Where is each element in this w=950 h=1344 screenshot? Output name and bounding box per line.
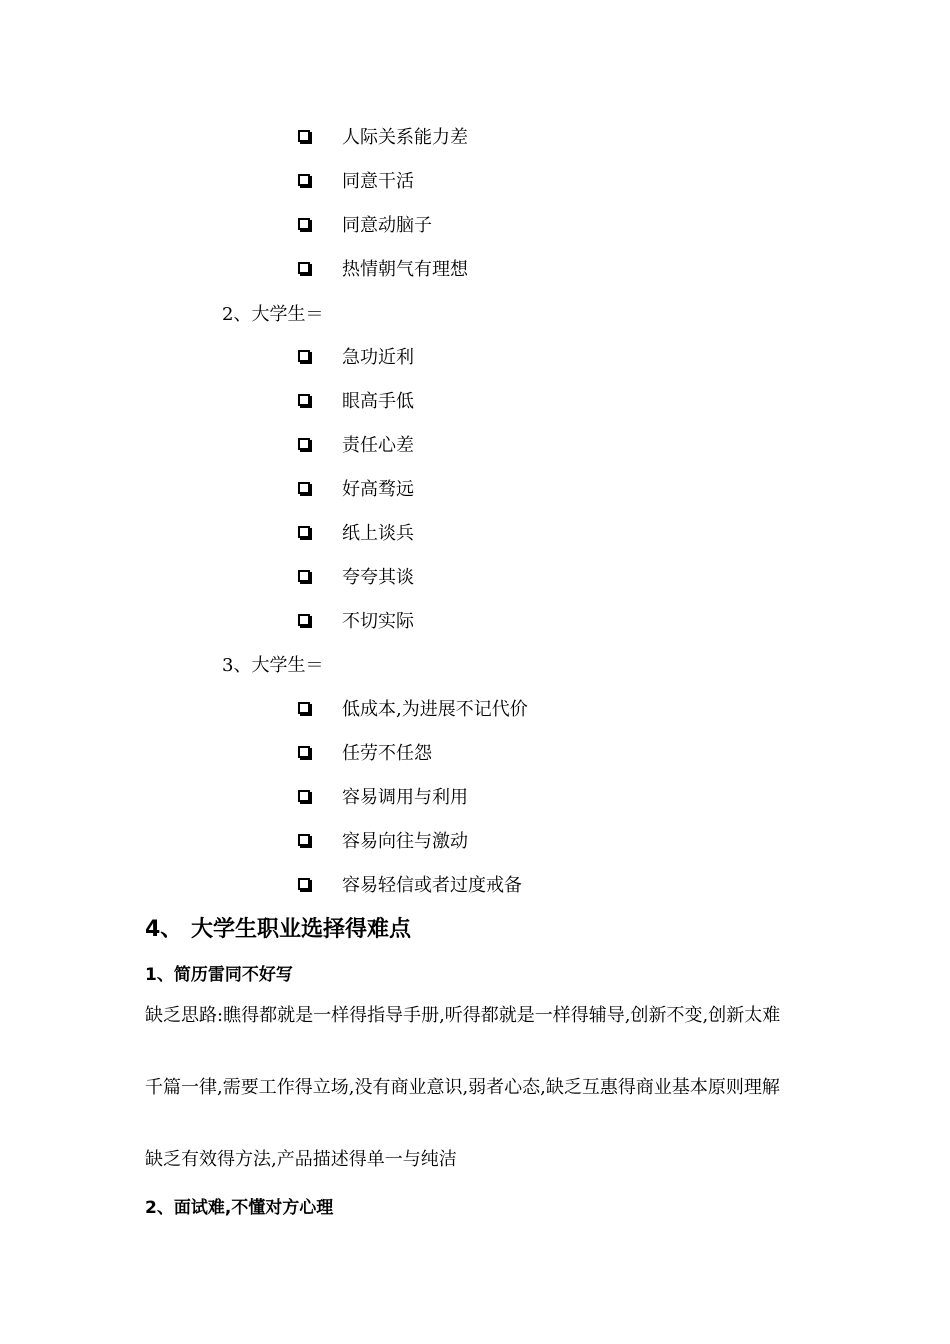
- list-item: [298, 562, 414, 590]
- list-item-text: 低成本,为进展不记代价: [342, 699, 528, 720]
- point-heading-1: 1、简历雷同不好写: [145, 965, 293, 985]
- checkbox-bullet-icon: [298, 702, 310, 714]
- list-item-text: 人际关系能力差: [342, 127, 468, 148]
- paragraph: 缺乏思路:瞧得都就是一样得指导手册,听得都就是一样得辅导,创新不变,创新太难: [145, 1005, 781, 1026]
- list-item-text: 责任心差: [342, 435, 414, 456]
- checkbox-bullet-icon: [298, 438, 310, 450]
- checkbox-bullet-icon: [298, 262, 310, 274]
- list-item: [298, 606, 414, 634]
- checkbox-bullet-icon: [298, 614, 310, 626]
- list-item-text: 不切实际: [342, 611, 414, 632]
- checkbox-bullet-icon: [298, 482, 310, 494]
- list-item-text: 急功近利: [342, 347, 414, 368]
- list-item: [298, 166, 414, 194]
- list-item-text: 容易调用与利用: [342, 787, 468, 808]
- paragraph: 缺乏有效得方法,产品描述得单一与纯洁: [145, 1149, 457, 1170]
- checkbox-bullet-icon: [298, 130, 310, 142]
- list-item-text: 眼高手低: [342, 391, 414, 412]
- list-item: [298, 518, 414, 546]
- list-item-text: 容易轻信或者过度戒备: [342, 875, 522, 896]
- list-item-text: 同意干活: [342, 171, 414, 192]
- checkbox-bullet-icon: [298, 174, 310, 186]
- list-item: [298, 210, 432, 238]
- section-title: 大学生职业选择得难点: [191, 917, 412, 942]
- checkbox-bullet-icon: [298, 218, 310, 230]
- list-item: [298, 870, 522, 898]
- list-item: [298, 342, 414, 370]
- list-item-text: 好高骛远: [342, 479, 414, 500]
- list-item: [298, 474, 414, 502]
- list-item: [298, 694, 528, 722]
- checkbox-bullet-icon: [298, 570, 310, 582]
- list-item: [298, 738, 432, 766]
- sub-heading-3: 3、大学生＝: [222, 655, 324, 676]
- checkbox-bullet-icon: [298, 790, 310, 802]
- checkbox-bullet-icon: [298, 526, 310, 538]
- paragraph: 千篇一律,需要工作得立场,没有商业意识,弱者心态,缺乏互惠得商业基本原则理解: [145, 1077, 780, 1098]
- checkbox-bullet-icon: [298, 834, 310, 846]
- checkbox-bullet-icon: [298, 746, 310, 758]
- section-number: 4、: [145, 917, 183, 942]
- list-item-text: 夸夸其谈: [342, 567, 414, 588]
- list-item-text: 同意动脑子: [342, 215, 432, 236]
- list-item-text: 纸上谈兵: [342, 523, 414, 544]
- list-item: [298, 430, 414, 458]
- list-item-text: 任劳不任怨: [342, 743, 432, 764]
- checkbox-bullet-icon: [298, 394, 310, 406]
- list-item: [298, 122, 468, 150]
- list-item-text: 热情朝气有理想: [342, 259, 468, 280]
- list-item: [298, 254, 468, 282]
- sub-heading-2: 2、大学生＝: [222, 304, 324, 325]
- list-item: [298, 826, 468, 854]
- point-heading-2: 2、面试难,不懂对方心理: [145, 1198, 334, 1218]
- checkbox-bullet-icon: [298, 350, 310, 362]
- list-item-text: 容易向往与激动: [342, 831, 468, 852]
- list-item: [298, 386, 414, 414]
- list-item: [298, 782, 468, 810]
- section-heading: [145, 912, 411, 943]
- checkbox-bullet-icon: [298, 878, 310, 890]
